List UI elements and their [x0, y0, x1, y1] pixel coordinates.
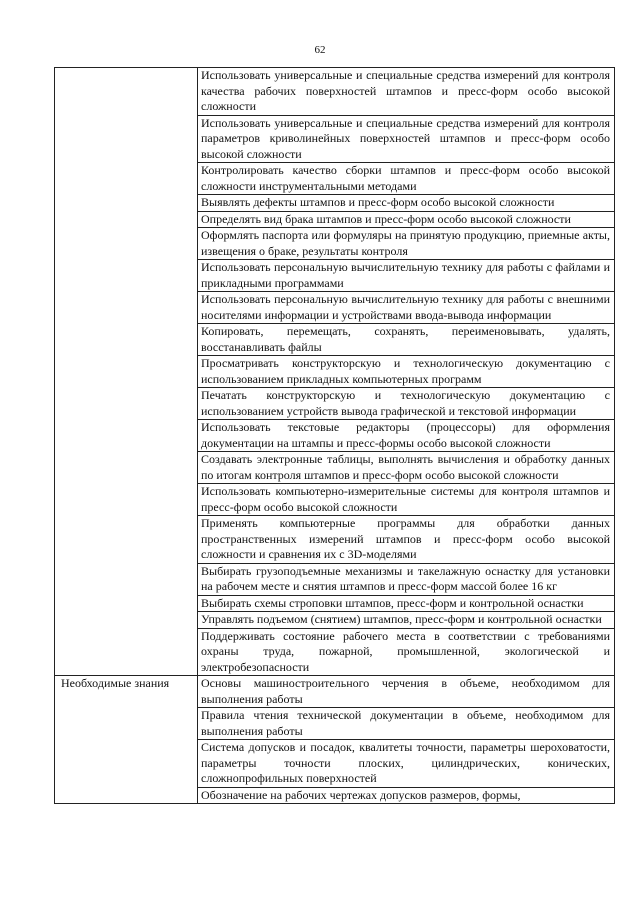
- page-number: 62: [314, 44, 326, 56]
- skill-cell: Использовать компьютерно-измерительные системы для контроля штампов и пресс-форм особо высокой сложности: [198, 484, 615, 516]
- table-row: [55, 676, 615, 708]
- skill-cell: Управлять подъемом (снятием) штампов, пресс-форм и контрольной оснастки: [198, 612, 615, 629]
- skill-cell: Определять вид брака штампов и пресс-форм особо высокой сложности: [198, 211, 615, 228]
- knowledge-label: Необходимые знания: [55, 676, 198, 804]
- skill-cell: Контролировать качество сборки штампов и пресс-форм особо высокой сложности инструментальными методами: [198, 163, 615, 195]
- skill-cell: Поддерживать состояние рабочего места в соответствии с требованиями охраны труда, пожарной, промышленной, экологической и электробезопасности: [198, 628, 615, 676]
- competency-table: [54, 67, 615, 804]
- skill-cell: Выбирать схемы строповки штампов, пресс-форм и контрольной оснастки: [198, 595, 615, 612]
- knowledge-cell: Обозначение на рабочих чертежах допусков размеров, формы,: [198, 787, 615, 804]
- skill-cell: Использовать универсальные и специальные средства измерений для контроля качества рабочих поверхностей штампов и пресс-форм особо высокой сложности: [198, 68, 615, 116]
- skill-cell: Просматривать конструкторскую и технологическую документацию с использованием прикладных компьютерных программ: [198, 356, 615, 388]
- skill-cell: Выбирать грузоподъемные механизмы и такелажную оснастку для установки на рабочем месте и снятия штампов и пресс-форм массой более 16 кг: [198, 563, 615, 595]
- knowledge-cell: Правила чтения технической документации в объеме, необходимом для выполнения работы: [198, 708, 615, 740]
- knowledge-cell: Система допусков и посадок, квалитеты точности, параметры шероховатости, параметры точности плоских, цилиндрических, конических, сложнопрофильных поверхностей: [198, 740, 615, 788]
- skill-cell: Создавать электронные таблицы, выполнять вычисления и обработку данных по итогам контроля штампов и пресс-форм особо высокой сложности: [198, 452, 615, 484]
- skill-cell: Использовать персональную вычислительную технику для работы с внешними носителями информации и устройствами ввода-вывода информации: [198, 292, 615, 324]
- skill-cell: Использовать универсальные и специальные средства измерений для контроля параметров криволинейных поверхностей штампов и пресс-форм особо высокой сложности: [198, 115, 615, 163]
- table-row: [55, 68, 615, 116]
- skill-cell: Печатать конструкторскую и технологическую документацию с использованием устройств вывода графической и текстовой информации: [198, 388, 615, 420]
- knowledge-cell: Основы машиностроительного черчения в объеме, необходимом для выполнения работы: [198, 676, 615, 708]
- skills-label-cell: [55, 68, 198, 676]
- skill-cell: Использовать персональную вычислительную технику для работы с файлами и прикладными программами: [198, 260, 615, 292]
- skill-cell: Выявлять дефекты штампов и пресс-форм особо высокой сложности: [198, 195, 615, 212]
- skill-cell: Оформлять паспорта или формуляры на принятую продукцию, приемные акты, извещения о браке, результаты контроля: [198, 228, 615, 260]
- skill-cell: Использовать текстовые редакторы (процессоры) для оформления документации на штампы и пресс-формы особо высокой сложности: [198, 420, 615, 452]
- skill-cell: Применять компьютерные программы для обработки данных пространственных измерений штампов и пресс-форм особо высокой сложности и сравнения их с 3D-моделями: [198, 516, 615, 564]
- skill-cell: Копировать, перемещать, сохранять, переименовывать, удалять, восстанавливать файлы: [198, 324, 615, 356]
